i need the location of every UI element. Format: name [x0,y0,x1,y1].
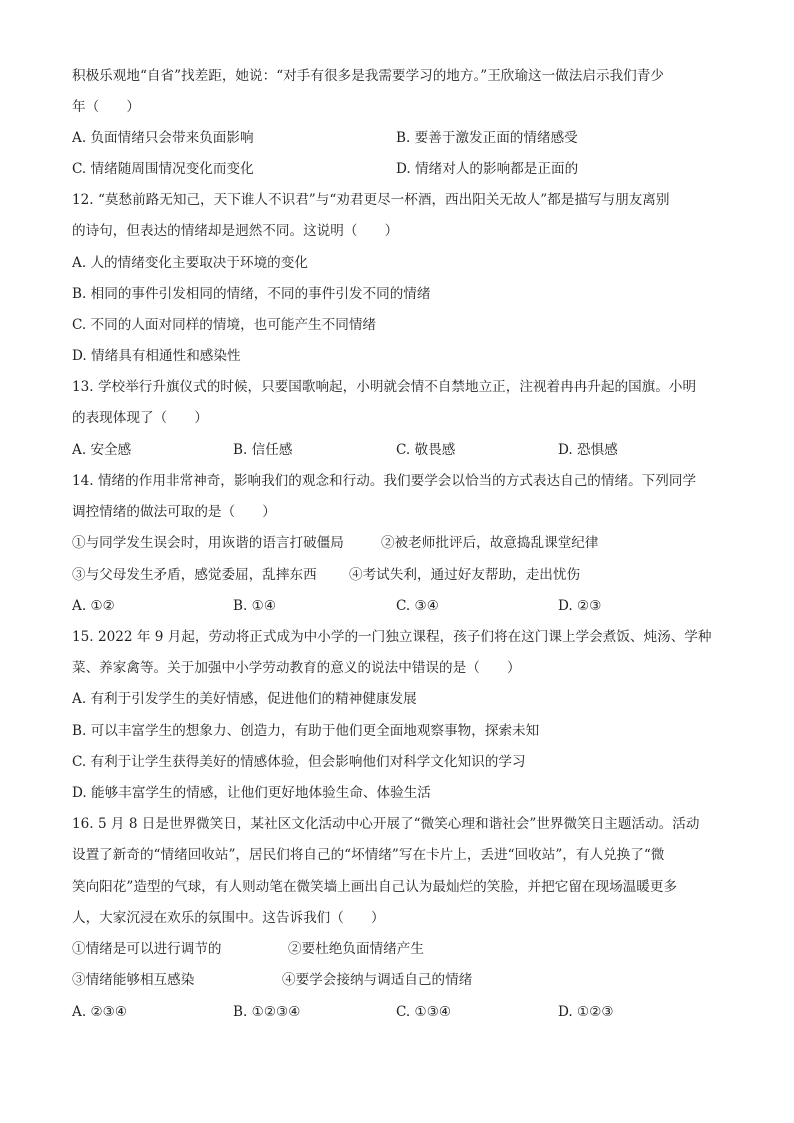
q12-option-d[interactable]: D. 情绪具有相通性和感染性 [72,348,241,364]
q13-stem-line1: 13. 学校举行升旗仪式的时候，只要国歌响起，小明就会情不自禁地立正，注视着冉冉升起的国旗。小明 [72,379,697,395]
q11-option-b[interactable]: B. 要善于激发正面的情绪感受 [396,130,578,146]
q11-option-c[interactable]: C. 情绪随周围情况变化而变化 [72,161,254,177]
q16-stem-line2: 设置了新奇的“情绪回收站”，居民们将自己的“坏情绪”写在卡片上，丢进“回收站”，有人兑换了“微 [72,847,665,863]
q14-item-4: ④考试失利，通过好友帮助，走出忧伤 [349,567,581,583]
q16-item-4: ④要学会接纳与调适自己的情绪 [282,972,473,988]
q15-option-b[interactable]: B. 可以丰富学生的想象力、创造力，有助于他们更全面地观察事物，探索未知 [72,723,540,739]
q11-stem-line2: 年（ ） [72,99,140,115]
q16-item-1: ①情绪是可以进行调节的 [72,941,222,957]
q16-option-c[interactable]: C. ①③④ [396,1004,452,1020]
q16-option-a[interactable]: A. ②③④ [72,1004,128,1020]
q14-item-2: ②被老师批评后，故意捣乱课堂纪律 [381,535,599,551]
q16-stem-line3: 笑向阳花”造型的气球，有人则动笔在微笑墙上画出自己认为最灿烂的笑脸，并把它留在现场温暖更多 [72,879,678,895]
q12-stem-line2: 的诗句，但表达的情绪却是迥然不同。这说明（ ） [72,223,399,239]
q14-stem-line2: 调控情绪的做法可取的是（ ） [72,504,276,520]
q13-stem-line2: 的表现体现了（ ） [72,410,208,426]
q15-stem-line2: 菜、养家禽等。关于加强中小学劳动教育的意义的说法中错误的是（ ） [72,660,521,676]
q16-stem-line4: 人，大家沉浸在欢乐的氛围中。这告诉我们（ ） [72,910,385,926]
q15-option-d[interactable]: D. 能够丰富学生的情感，让他们更好地体验生命、体验生活 [72,785,431,801]
q12-option-c[interactable]: C. 不同的人面对同样的情境，也可能产生不同情绪 [72,317,377,333]
q16-stem-line1: 16. 5 月 8 日是世界微笑日，某社区文化活动中心开展了“微笑心理和谐社会”世界微笑日主题活动。活动 [72,816,700,832]
q16-item-2: ②要杜绝负面情绪产生 [288,941,424,957]
q13-option-c[interactable]: C. 敬畏感 [396,442,456,458]
q14-stem-line1: 14. 情绪的作用非常神奇，影响我们的观念和行动。我们要学会以恰当的方式表达自己的情绪。下列同学 [72,473,697,489]
q16-option-b[interactable]: B. ①②③④ [233,1004,301,1020]
q14-option-d[interactable]: D. ②③ [558,598,602,614]
q14-option-c[interactable]: C. ③④ [396,598,439,614]
q12-option-a[interactable]: A. 人的情绪变化主要取决于环境的变化 [72,255,308,271]
q14-item-1: ①与同学发生误会时，用诙谐的语言打破僵局 [72,535,344,551]
q12-stem-line1: 12. “莫愁前路无知己，天下谁人不识君”与“劝君更尽一杯酒，西出阳关无故人”都是描写与朋友离别 [72,192,670,208]
q13-option-b[interactable]: B. 信任感 [233,442,293,458]
q13-option-d[interactable]: D. 恐惧感 [558,442,618,458]
q12-option-b[interactable]: B. 相同的事件引发相同的情绪，不同的事件引发不同的情绪 [72,286,431,302]
q14-option-a[interactable]: A. ①② [72,598,115,614]
q14-item-3: ③与父母发生矛盾，感觉委屈，乱摔东西 [72,567,317,583]
q15-stem-line1: 15. 2022 年 9 月起，劳动将正式成为中小学的一门独立课程，孩子们将在这门课上学会煮饭、炖汤、学种 [72,629,712,645]
q16-item-3: ③情绪能够相互感染 [72,972,195,988]
q15-option-c[interactable]: C. 有利于让学生获得美好的情感体验，但会影响他们对科学文化知识的学习 [72,754,526,770]
q11-option-d[interactable]: D. 情绪对人的影响都是正面的 [396,161,579,177]
q15-option-a[interactable]: A. 有利于引发学生的美好情感，促进他们的精神健康发展 [72,691,417,707]
q14-option-b[interactable]: B. ①④ [233,598,277,614]
q11-stem-line1: 积极乐观地“自省”找差距，她说：“对手有很多是我需要学习的地方。”王欣瑜这一做法启示我们青少 [72,68,664,84]
q13-option-a[interactable]: A. 安全感 [72,442,132,458]
q16-option-d[interactable]: D. ①②③ [558,1004,614,1020]
q11-option-a[interactable]: A. 负面情绪只会带来负面影响 [72,130,254,146]
